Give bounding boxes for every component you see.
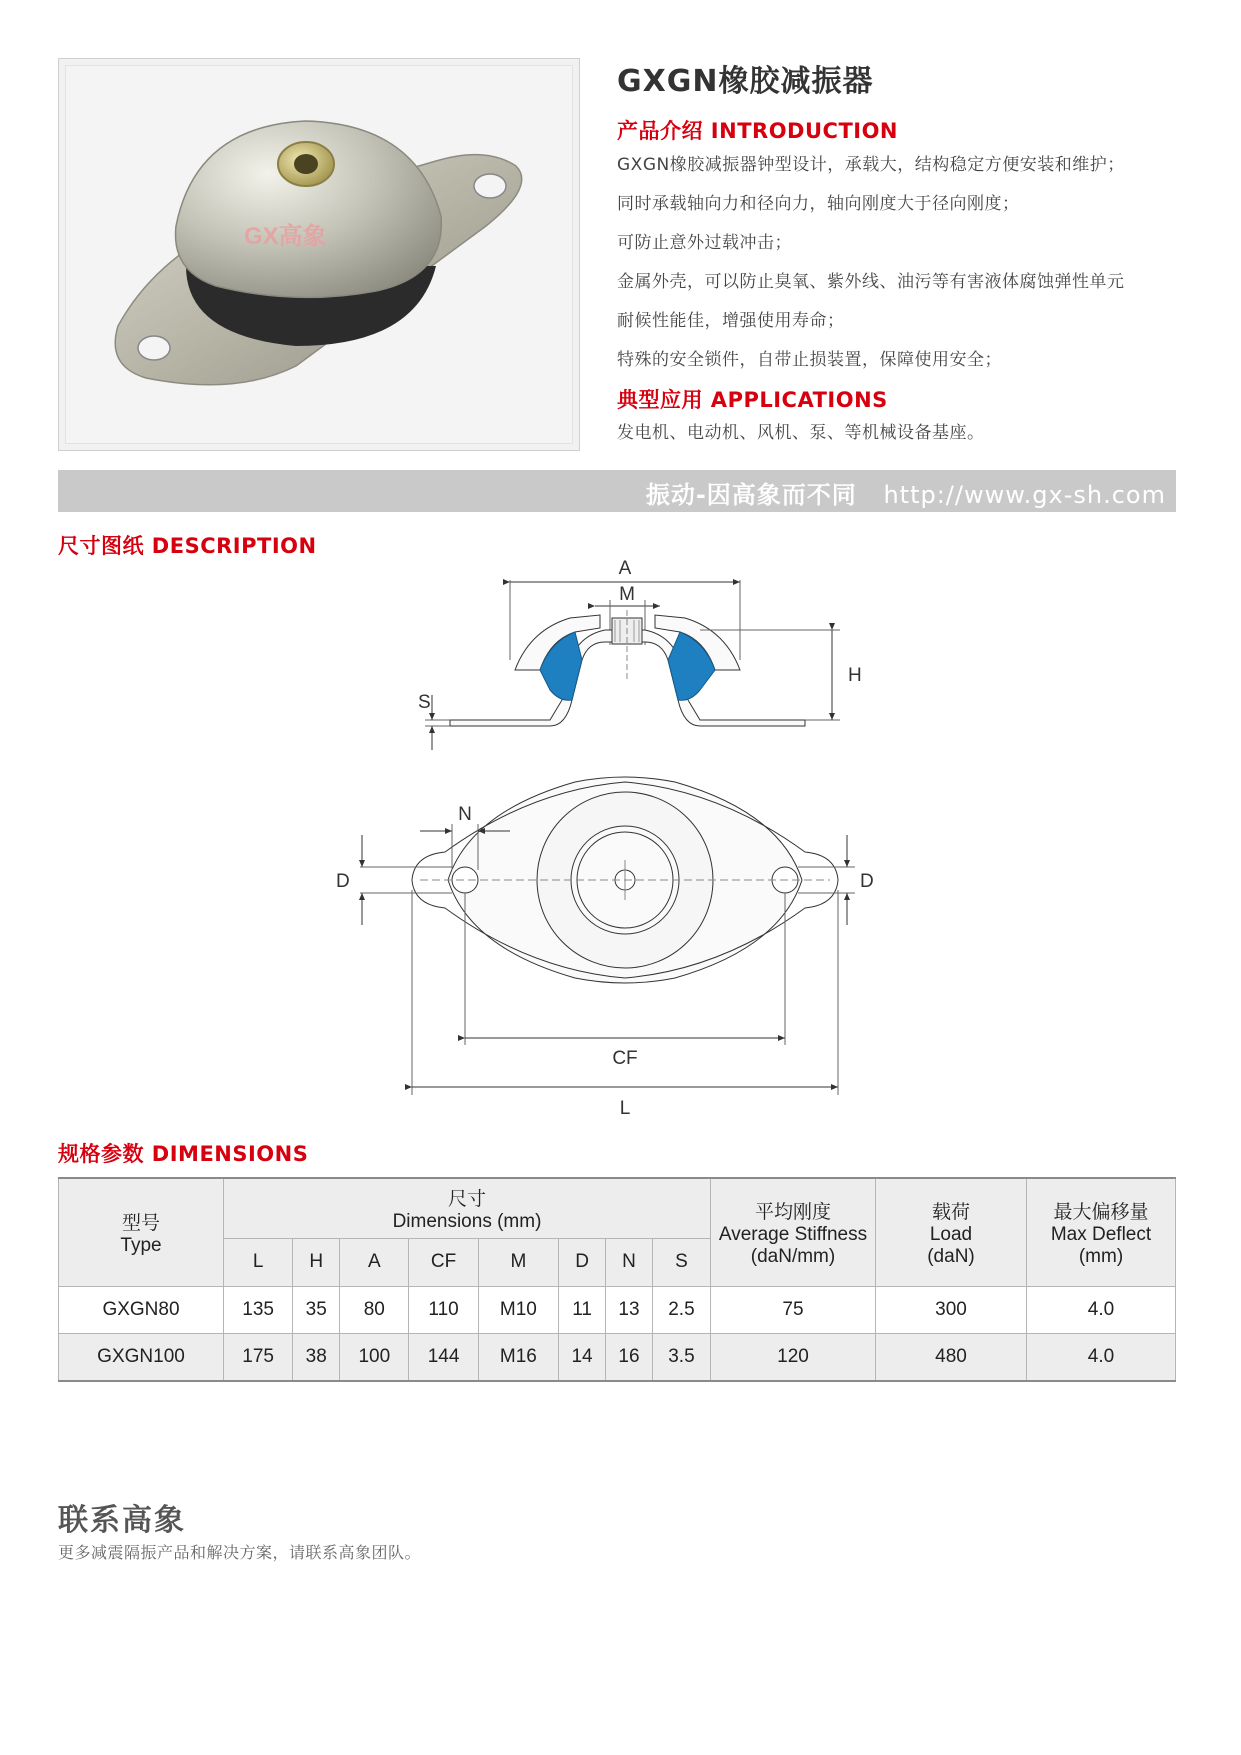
cell-h: 35 [293,1286,340,1333]
cell-m: M10 [478,1286,558,1333]
banner-url[interactable]: http://www.gx-sh.com [883,481,1166,509]
cell-type: GXGN80 [59,1286,224,1333]
label-n: N [458,804,472,825]
top-view [336,777,874,1119]
cell-n: 16 [606,1333,653,1381]
label-s: S [418,692,431,713]
product-title: GXGN橡胶减振器 [617,64,874,99]
table-row [59,1333,1176,1381]
description-heading: 尺寸图纸 DESCRIPTION [58,534,317,558]
col-cf-header: CF [409,1238,478,1286]
product-image [66,66,574,445]
col-dimensions-header: 尺寸 Dimensions (mm) [224,1178,711,1238]
cell-m: M16 [478,1333,558,1381]
cell-deflect: 4.0 [1027,1286,1176,1333]
cell-s: 3.5 [652,1333,710,1381]
cell-deflect: 4.0 [1027,1333,1176,1381]
cell-d: 11 [559,1286,606,1333]
technical-drawing [336,550,880,1120]
label-cf: CF [612,1048,638,1069]
product-photo-frame [58,58,580,451]
col-m-header: M [478,1238,558,1286]
cell-a: 80 [340,1286,409,1333]
col-s-header: S [652,1238,710,1286]
col-stiffness-header: 平均刚度 Average Stiffness (daN/mm) [711,1178,876,1286]
cell-stiffness: 75 [711,1286,876,1333]
intro-line: 同时承载轴向力和径向力，轴向刚度大于径向刚度； [617,194,1020,214]
introduction-heading: 产品介绍 INTRODUCTION [617,119,899,143]
cell-s: 2.5 [652,1286,710,1333]
cell-h: 38 [293,1333,340,1381]
col-deflect-header: 最大偏移量 Max Deflect (mm) [1027,1178,1176,1286]
cell-d: 14 [559,1333,606,1381]
intro-line: 特殊的安全锁件，自带止损装置，保障使用安全； [617,350,1002,370]
col-h-header: H [293,1238,340,1286]
banner-slogan: 振动-因高象而不同 [645,481,857,509]
label-h: H [848,665,862,686]
col-d-header: D [559,1238,606,1286]
label-a: A [618,558,632,579]
contact-title: 联系高象 [58,1503,186,1538]
product-photo [65,65,573,444]
applications-heading: 典型应用 APPLICATIONS [617,388,888,412]
col-type-header: 型号 Type [59,1178,224,1286]
col-load-header: 载荷 Load (daN) [876,1178,1027,1286]
intro-line: 金属外壳，可以防止臭氧、紫外线、油污等有害液体腐蚀弹性单元 [617,272,1125,292]
label-d-left: D [336,871,350,892]
cell-load: 300 [876,1286,1027,1333]
spec-table [58,1177,1176,1382]
label-l: L [619,1098,631,1119]
intro-line: GXGN橡胶减振器钟型设计，承载大，结构稳定方便安装和维护； [617,155,1125,175]
cell-n: 13 [606,1286,653,1333]
banner-text [646,475,1166,510]
cell-type: GXGN100 [59,1333,224,1381]
contact-text: 更多减震隔振产品和解决方案，请联系高象团队。 [58,1543,422,1562]
label-m: M [619,584,635,605]
col-n-header: N [606,1238,653,1286]
cell-a: 100 [340,1333,409,1381]
cell-l: 175 [224,1333,293,1381]
dimensions-heading: 规格参数 DIMENSIONS [58,1142,309,1166]
slogan-banner [58,470,1176,512]
cell-cf: 110 [409,1286,478,1333]
side-view [418,558,862,750]
table-row [59,1286,1176,1333]
cell-load: 480 [876,1333,1027,1381]
cell-stiffness: 120 [711,1333,876,1381]
col-a-header: A [340,1238,409,1286]
photo-watermark-logo: GX高象 [244,223,327,250]
label-d-right: D [860,871,874,892]
applications-text: 发电机、电动机、风机、泵、等机械设备基座。 [617,423,985,443]
cell-l: 135 [224,1286,293,1333]
intro-line: 可防止意外过载冲击； [617,233,792,253]
intro-line: 耐候性能佳，增强使用寿命； [617,311,845,331]
cell-cf: 144 [409,1333,478,1381]
col-l-header: L [224,1238,293,1286]
